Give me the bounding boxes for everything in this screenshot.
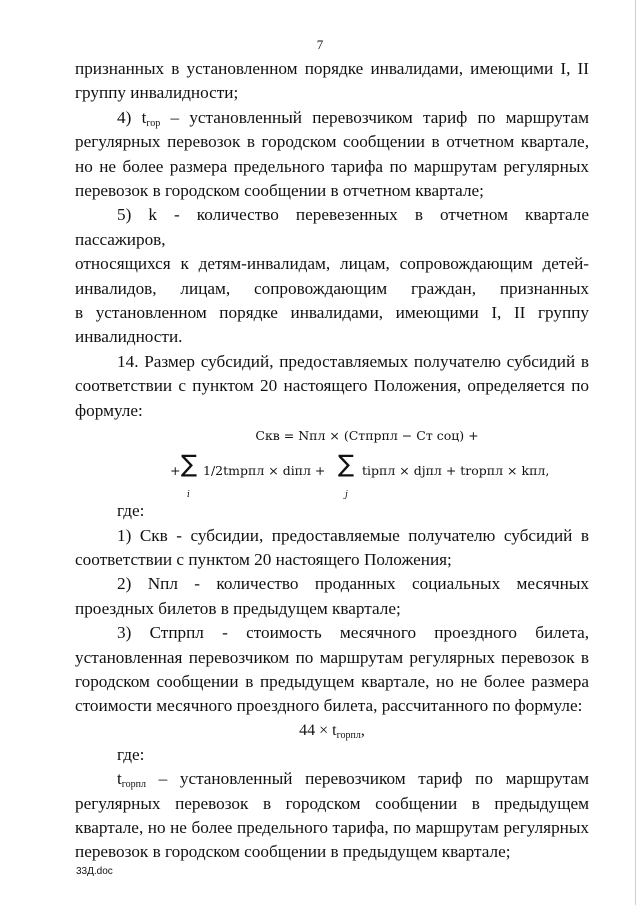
paragraph-14: 14. Размер субсидий, предоставляемых получателю субсидий в соответствии с пунктом 20 настоящего Положения, определяется по формуле:	[75, 351, 589, 420]
formula-term-2: tiрпл × djпл + trорпл × kпл,	[362, 463, 550, 479]
sum-index-i: i	[187, 490, 190, 501]
paragraph-item-5-line: 5) k - количество перевезенных в отчетном квартале пассажиров,	[75, 205, 589, 249]
page-number: 7	[316, 37, 324, 52]
formula-plus: +	[170, 463, 181, 479]
formula-term-1: 1/2tmрпл × diпл +	[203, 463, 326, 479]
sum-sign-icon: ∑	[338, 450, 355, 479]
where-label: где:	[117, 501, 145, 521]
paragraph: признанных в установленном порядке инвалидами, имеющими I, II группу инвалидности;	[75, 59, 589, 103]
subsidy-formula	[75, 423, 589, 499]
formula-subscript: горпл	[336, 729, 361, 741]
paragraph-item-5-line: инвалидности.	[75, 327, 183, 347]
sum-sign-icon: ∑	[181, 450, 198, 479]
page-edge-line	[635, 0, 636, 905]
paragraph-item-2: 2) Nпл - количество проданных социальных месячных проездных билетов в предыдущем квартале;	[75, 574, 589, 618]
paragraph-item-5-line: инвалидов, лицам, сопровождающим граждан, признанных	[75, 278, 589, 298]
footer-filename: 33Д.doc	[76, 866, 113, 877]
ticket-cost-formula	[75, 719, 589, 743]
document-body	[75, 57, 589, 865]
formula-suffix: ,	[360, 721, 365, 739]
paragraph-item-3: 3) Стпрпл - стоимость месячного проездного билета, установленная перевозчиком по маршрутам регулярных перевозок в городском сообщении в предыдущем квартале, но не более размера стоимости месячного проездного билета, рассчитанного по формуле:	[75, 623, 589, 716]
where-label: где:	[117, 744, 145, 764]
sum-index-j: j	[345, 490, 348, 501]
paragraph-item-5-line: относящихся к детям-инвалидам, лицам, сопровождающим детей-	[75, 254, 589, 274]
formula-line-1: Скв = Nпл × (Стпрпл − Ст соц) +	[255, 428, 479, 444]
item-4-text: – установленный перевозчиком тариф по маршрутам регулярных перевозок в городском сообщении в отчетном квартале, но не более размера предельного тарифа по маршрутам регулярных перевозок в городском сообщении в отчетном квартале;	[75, 107, 589, 201]
formula-line-2	[75, 449, 589, 499]
item-4-subscript: гор	[146, 117, 161, 129]
t-symbol: t	[117, 769, 122, 789]
paragraph-t-gorpl	[75, 767, 589, 865]
formula-prefix: 44 × t	[299, 721, 337, 739]
paragraph-item-5-line: в установленном порядке инвалидами, имеющими I, II группу	[75, 303, 589, 323]
t-definition-text: – установленный перевозчиком тариф по маршрутам регулярных перевозок в городском сообщении в предыдущем квартале, но не более предельного тарифа, по маршрутам регулярных перевозок в городском сообщении в предыдущем квартале;	[75, 769, 589, 862]
t-subscript: горпл	[121, 779, 146, 791]
paragraph-item-1: 1) Скв - субсидии, предоставляемые получателю субсидий в соответствии с пунктом 20 настоящего Положения;	[75, 525, 589, 569]
item-4-number: 4) t	[117, 107, 147, 127]
paragraph-item-4	[75, 106, 589, 204]
